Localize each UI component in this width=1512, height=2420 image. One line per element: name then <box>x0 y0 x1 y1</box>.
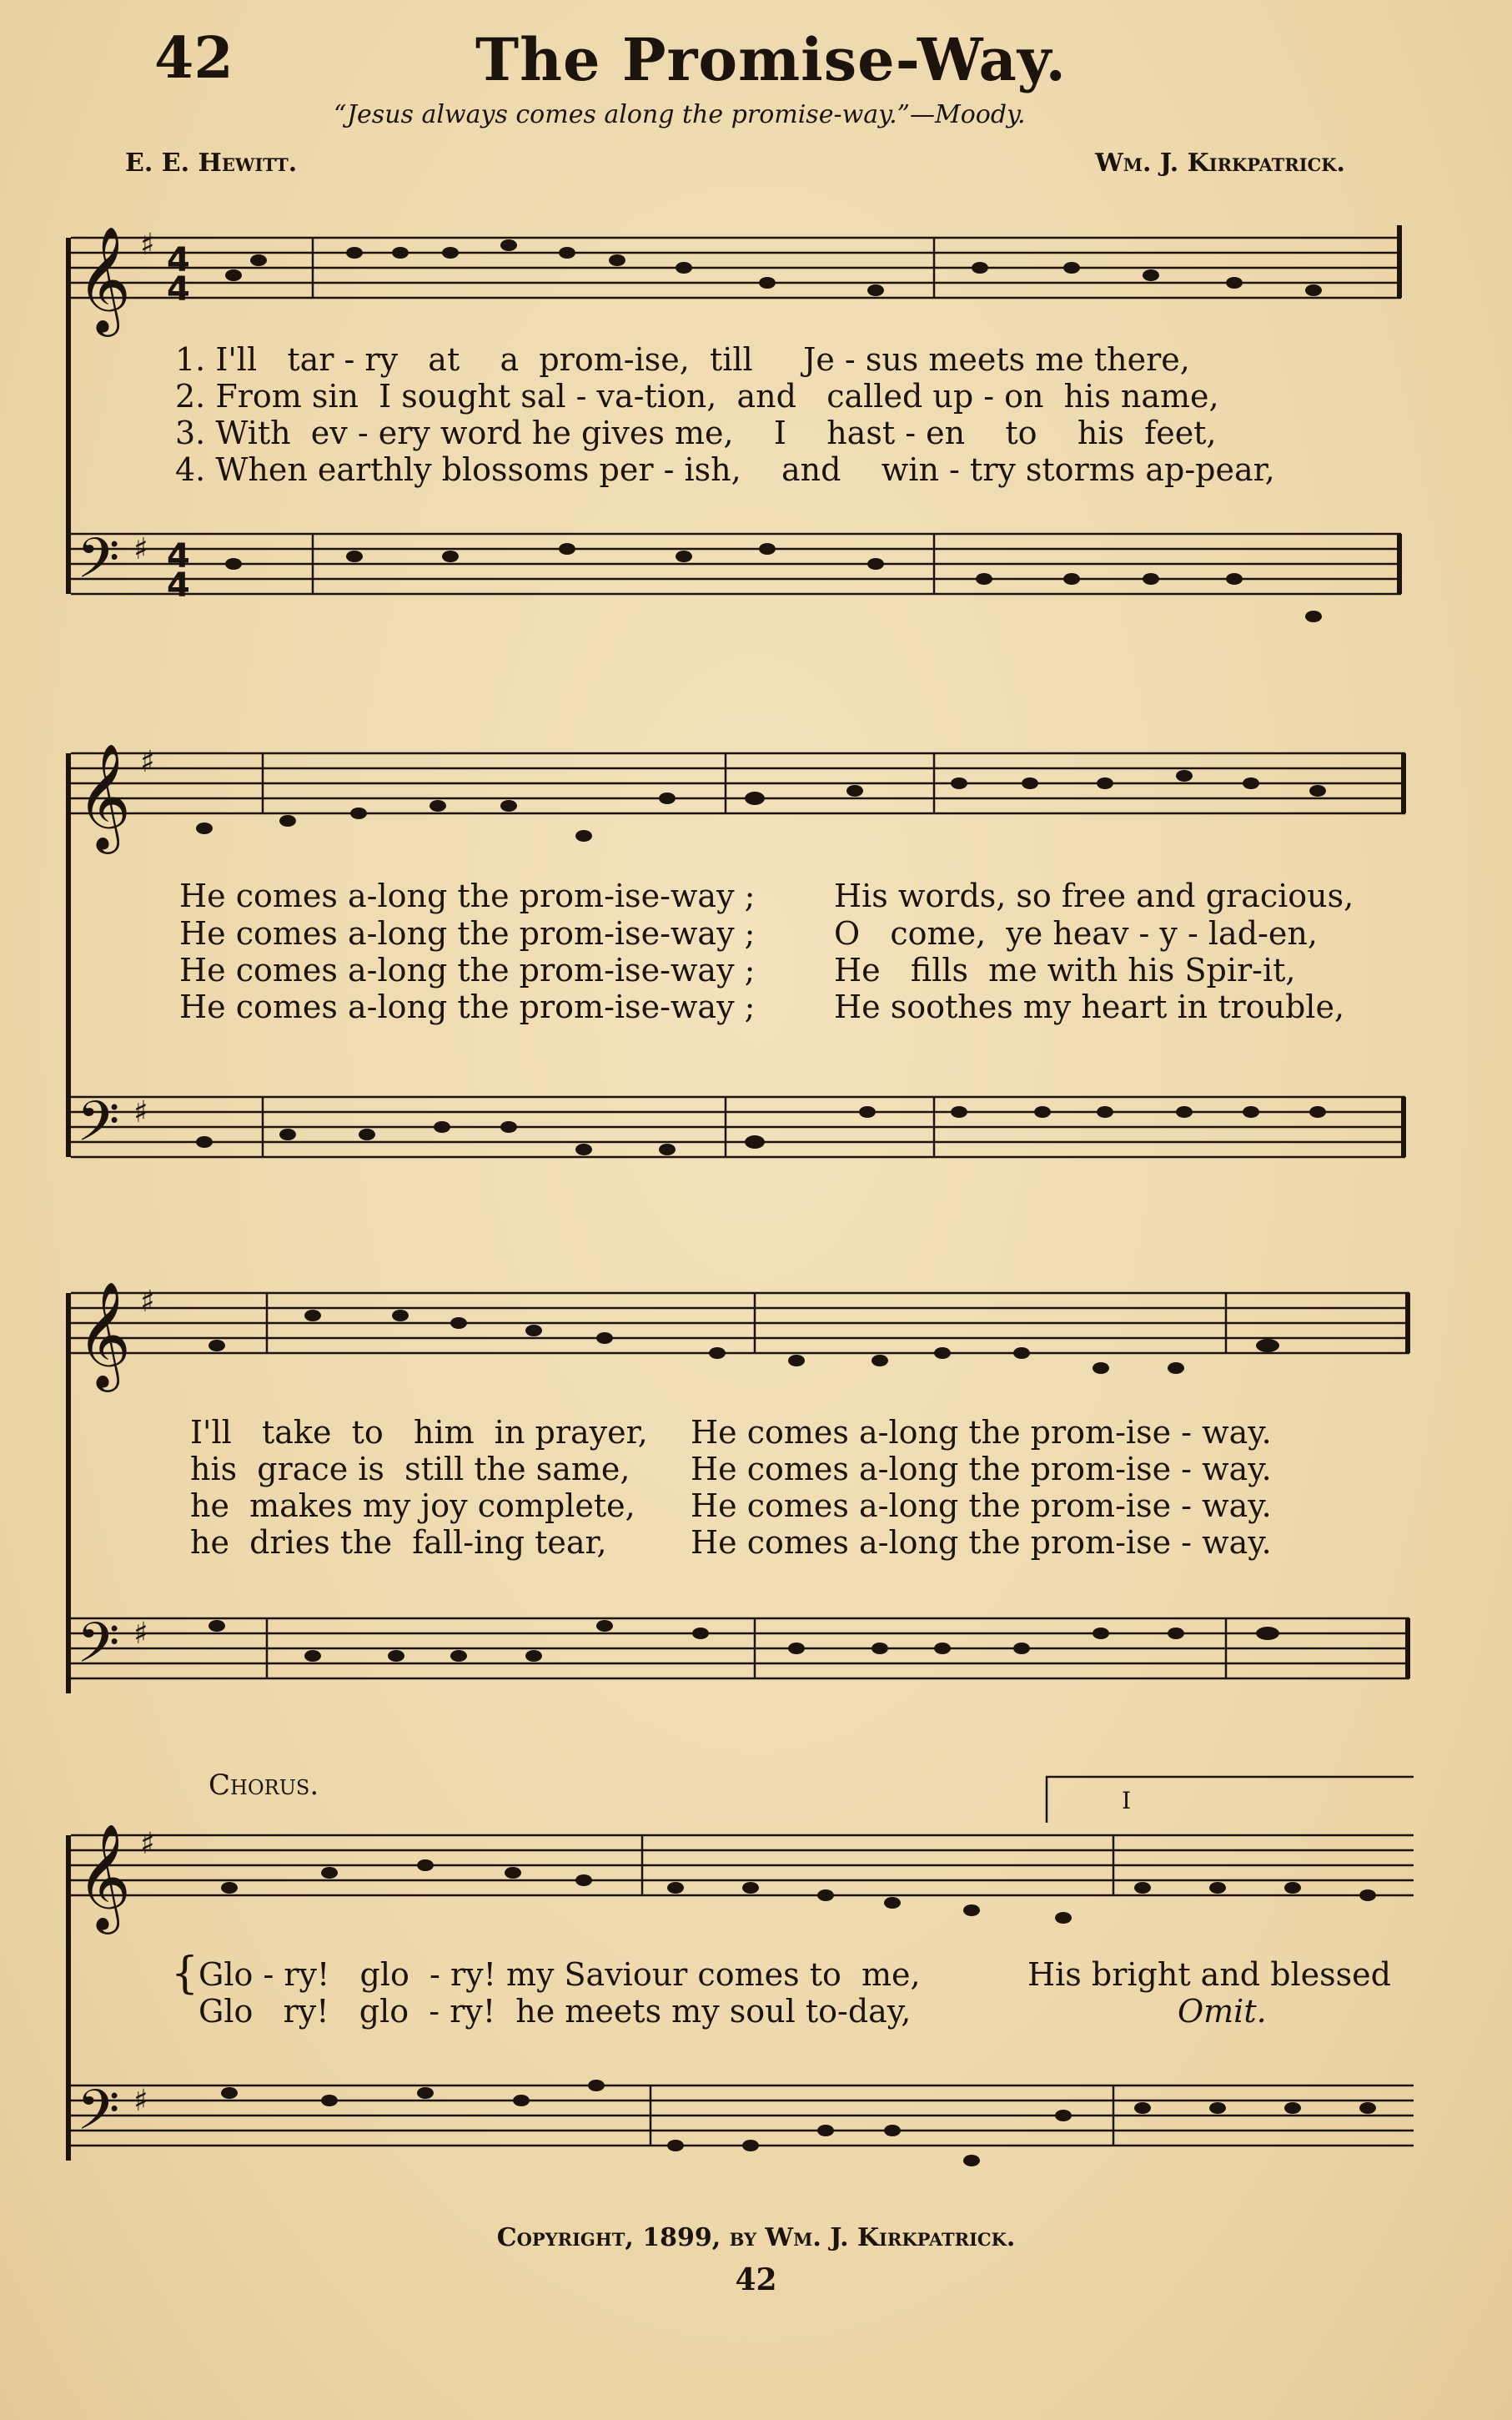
svg-text:♯: ♯ <box>133 1095 148 1130</box>
svg-text:♯: ♯ <box>140 1285 155 1319</box>
staff-system3-bass <box>71 1618 1409 1678</box>
system2-right-3: He fills me with his Spir-it, <box>834 952 1296 989</box>
svg-text:4: 4 <box>167 270 190 309</box>
svg-text:♯: ♯ <box>133 1617 148 1651</box>
system2-right-4: He soothes my heart in trouble, <box>834 989 1345 1025</box>
svg-text:4: 4 <box>167 537 190 576</box>
chorus-line2-left: Glo ry! glo - ry! he meets my soul to-day, <box>198 1993 912 2030</box>
system2-left-2: He comes a-long the prom-ise-way ; <box>179 915 756 952</box>
staff-system2-bass <box>71 1097 1405 1157</box>
chorus-label: Chorus. <box>208 1768 319 1802</box>
epigraph: “Jesus always comes along the promise-way.”—Moody. <box>334 100 1026 129</box>
verse-line-2: 2. From sin I sought sal - va-tion, and called up - on his name, <box>175 378 1219 415</box>
system2-left-3: He comes a-long the prom-ise-way ; <box>179 952 756 989</box>
svg-text:𝄢: 𝄢 <box>77 2078 120 2156</box>
system3-right-4: He comes a-long the prom-ise - way. <box>691 1524 1272 1561</box>
system3-left-3: he makes my joy complete, <box>190 1487 635 1524</box>
system2-left-4: He comes a-long the prom-ise-way ; <box>179 989 756 1025</box>
svg-text:4: 4 <box>167 566 190 605</box>
system3-right-1: He comes a-long the prom-ise - way. <box>691 1414 1272 1451</box>
svg-text:𝄞: 𝄞 <box>77 1280 132 1387</box>
hymn-number: 42 <box>154 25 234 92</box>
volta-marker: I <box>1122 1787 1132 1814</box>
staff-system2-treble <box>71 753 1405 813</box>
system3-left-2: his grace is still the same, <box>190 1451 630 1487</box>
staff-chorus-bass <box>71 2085 1414 2146</box>
chorus-line1-left: Glo - ry! glo - ry! my Saviour comes to me, <box>198 1956 921 1993</box>
composer: Wm. J. Kirkpatrick. <box>1095 148 1345 178</box>
verse-line-4: 4. When earthly blossoms per - ish, and win - try storms ap-pear, <box>175 451 1275 488</box>
svg-text:♯: ♯ <box>140 228 155 262</box>
svg-text:4: 4 <box>167 241 190 279</box>
system3-left-1: I'll take to him in prayer, <box>190 1414 648 1451</box>
system2-left-1: He comes a-long the prom-ise-way ; <box>179 878 756 914</box>
staff-system1-bass <box>71 534 1401 594</box>
svg-text:𝄞: 𝄞 <box>77 742 132 849</box>
svg-text:♯: ♯ <box>140 1827 155 1861</box>
svg-text:♯: ♯ <box>133 532 148 566</box>
staff-system3-treble <box>71 1293 1409 1353</box>
brace-icon: { <box>171 1949 199 1999</box>
svg-text:𝄢: 𝄢 <box>77 1611 120 1688</box>
system3-right-2: He comes a-long the prom-ise - way. <box>691 1451 1272 1487</box>
system2-right-1: His words, so free and gracious, <box>834 878 1354 914</box>
bass-clef-icon: 𝄢 <box>77 526 120 604</box>
copyright: Copyright, 1899, by Wm. J. Kirkpatrick. <box>496 2223 1016 2252</box>
svg-text:𝄞: 𝄞 <box>77 1823 132 1929</box>
system2-right-2: O come, ye heav - y - lad-en, <box>834 915 1318 952</box>
verse-line-3: 3. With ev - ery word he gives me, I hast - en to his feet, <box>175 415 1217 451</box>
svg-text:♯: ♯ <box>140 745 155 779</box>
verse-line-1: 1. I'll tar - ry at a prom-ise, till Je - sus meets me there, <box>175 341 1190 378</box>
svg-text:𝄢: 𝄢 <box>77 1089 120 1167</box>
chorus-line1-right: His bright and blessed <box>1027 1956 1391 1993</box>
page-number: 42 <box>735 2262 777 2297</box>
chorus-line2-right: Omit. <box>1178 1993 1267 2030</box>
hymn-title: The Promise-Way. <box>475 25 1067 94</box>
system3-left-4: he dries the fall-ing tear, <box>190 1524 607 1561</box>
svg-text:♯: ♯ <box>133 2084 148 2118</box>
author: E. E. Hewitt. <box>125 148 298 178</box>
staff-system1-treble <box>71 238 1401 298</box>
system3-right-3: He comes a-long the prom-ise - way. <box>691 1487 1272 1524</box>
treble-clef-icon: 𝄞 <box>77 225 132 332</box>
